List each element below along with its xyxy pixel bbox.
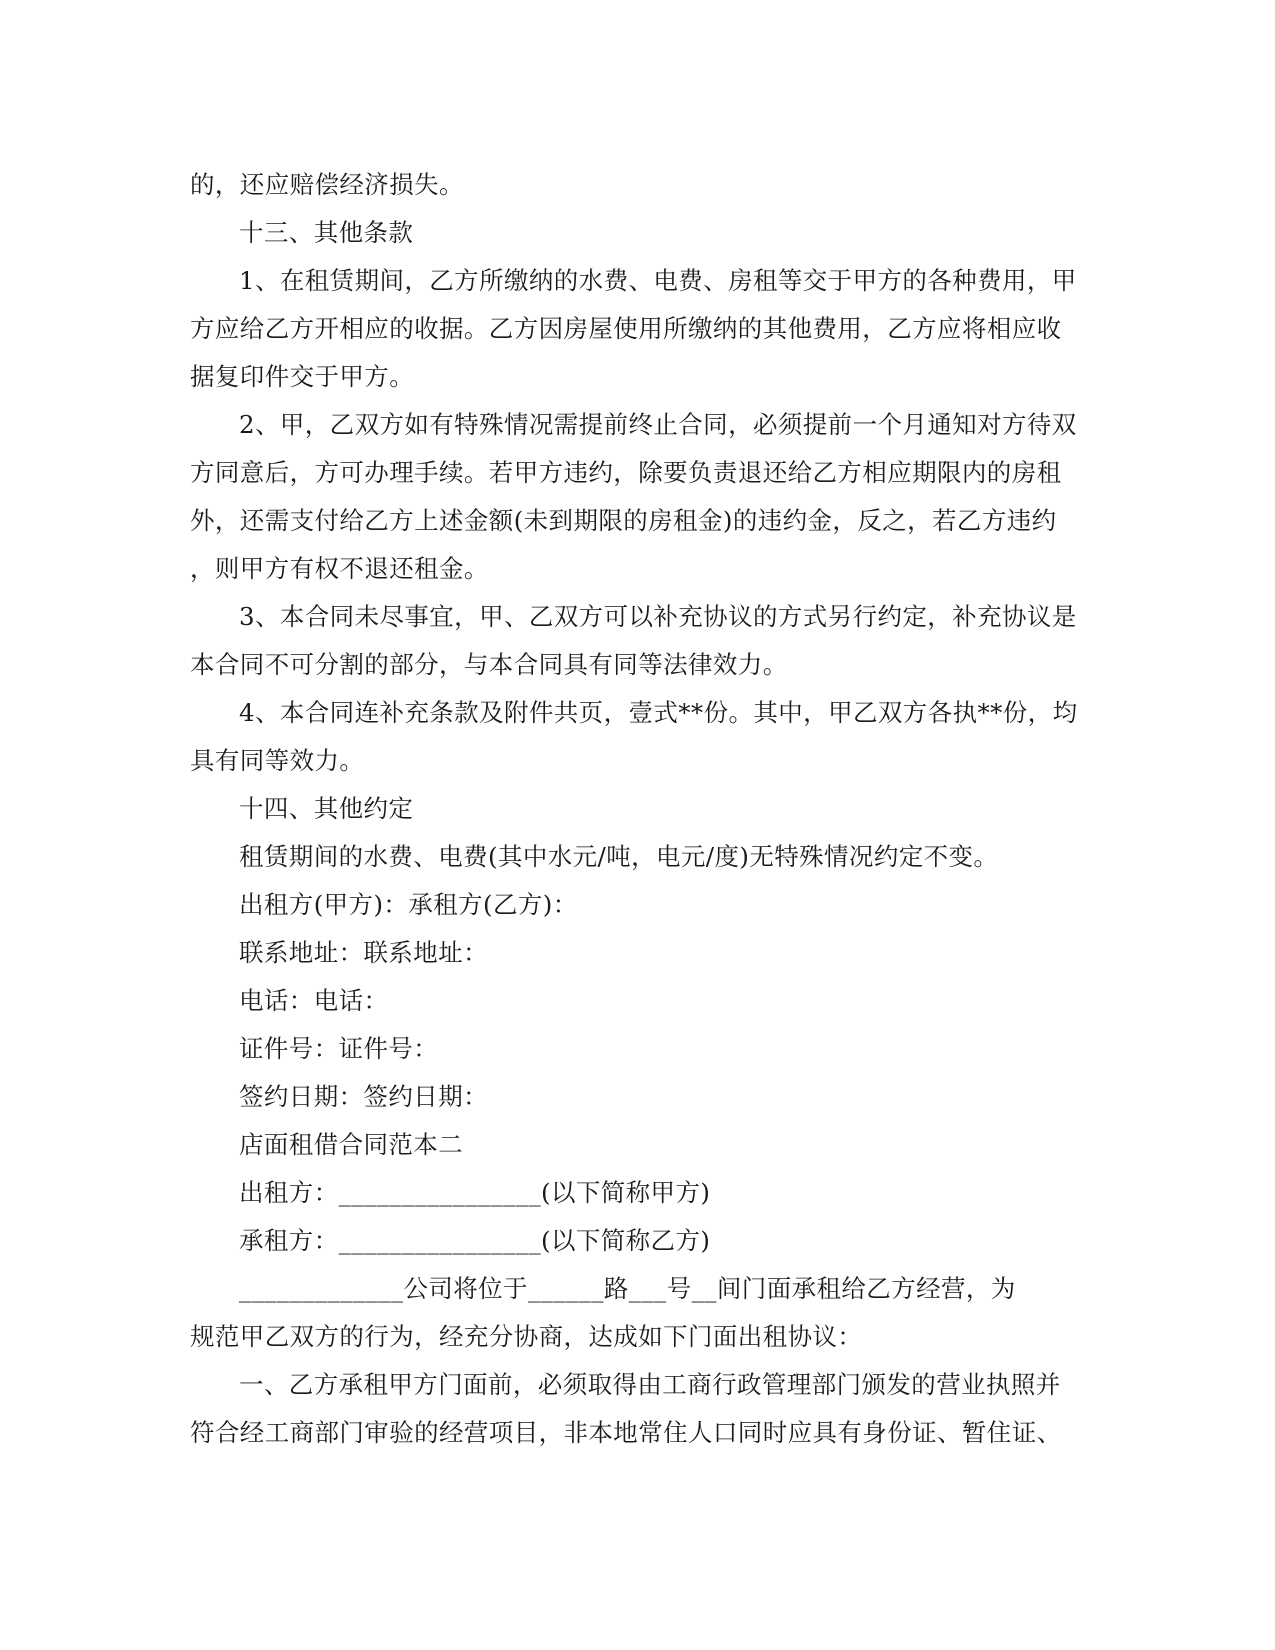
text-line: 本合同不可分割的部分，与本合同具有同等法律效力。: [190, 650, 788, 679]
lessor-line: 出租方：________________(以下简称甲方): [239, 1178, 711, 1207]
text-line: 1、在租赁期间，乙方所缴纳的水费、电费、房租等交于甲方的各种费用，甲: [239, 266, 1077, 295]
signature-line-date: 签约日期：签约日期：: [239, 1082, 488, 1111]
signature-line-parties: 出租方(甲方)：承租方(乙方)：: [239, 890, 578, 919]
signature-line-address: 联系地址：联系地址：: [239, 938, 488, 967]
text-line: 规范甲乙双方的行为，经充分协商，达成如下门面出租协议：: [190, 1322, 863, 1351]
text-line: 方应给乙方开相应的收据。乙方因房屋使用所缴纳的其他费用，乙方应将相应收: [190, 314, 1062, 343]
text-line: 的，还应赔偿经济损失。: [190, 170, 464, 199]
text-line: 方同意后，方可办理手续。若甲方违约，除要负责退还给乙方相应期限内的房租: [190, 458, 1062, 487]
section-heading: 十三、其他条款: [239, 218, 414, 247]
lessee-line: 承租方：________________(以下简称乙方): [239, 1226, 711, 1255]
signature-line-phone: 电话：电话：: [239, 986, 389, 1015]
signature-line-id: 证件号：证件号：: [239, 1034, 439, 1063]
text-line: 符合经工商部门审验的经营项目，非本地常住人口同时应具有身份证、暂住证、: [190, 1418, 1062, 1447]
text-line: 一、乙方承租甲方门面前，必须取得由工商行政管理部门颁发的营业执照并: [239, 1370, 1061, 1399]
text-line: ，则甲方有权不退还租金。: [190, 554, 489, 583]
contract-title: 店面租借合同范本二: [239, 1130, 464, 1159]
document-body: [190, 161, 1080, 1457]
section-heading: 十四、其他约定: [239, 794, 414, 823]
text-line: 4、本合同连补充条款及附件共页，壹式**份。其中，甲乙双方各执**份，均: [239, 698, 1078, 727]
text-line: 据复印件交于甲方。: [190, 362, 415, 391]
text-line: _____________公司将位于______路___号__间门面承租给乙方经营，为: [239, 1274, 1016, 1303]
text-line: 具有同等效力。: [190, 746, 365, 775]
text-line: 3、本合同未尽事宜，甲、乙双方可以补充协议的方式另行约定，补充协议是: [239, 602, 1077, 631]
text-line: 2、甲，乙双方如有特殊情况需提前终止合同，必须提前一个月通知对方待双: [239, 410, 1077, 439]
text-line: 外，还需支付给乙方上述金额(未到期限的房租金)的违约金，反之，若乙方违约: [190, 506, 1057, 535]
text-line: 租赁期间的水费、电费(其中水元/吨，电元/度)无特殊情况约定不变。: [239, 842, 999, 871]
